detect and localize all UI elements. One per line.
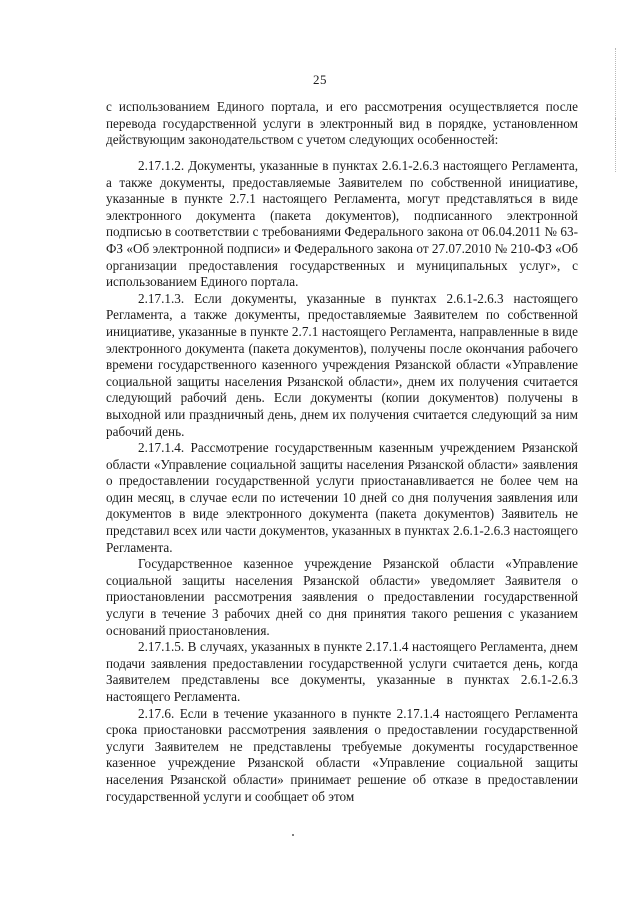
scan-edge-marks-lower xyxy=(615,118,618,172)
intro-paragraph: с использованием Единого портала, и его рассмотрения осуществляется после перевода государственной услуги в электронный вид в порядке, установленном действующим законодательством с учетом следующих особенностей: xyxy=(106,99,578,148)
paragraph-2-17-1-5: 2.17.1.5. В случаях, указанных в пункте 2.17.1.4 настоящего Регламента, днем подачи заявления предоставлении государственной услуги считается день, когда Заявителем представлены все документы, указанные в пунктах 2.6.1-2.6.3 настоящего Регламента. xyxy=(106,639,578,704)
page-number: 25 xyxy=(313,72,327,87)
scan-speck xyxy=(292,834,294,836)
paragraph-notification: Государственное казенное учреждение Рязанской области «Управление социальной защиты населения Рязанской области» уведомляет Заявителя о приостановлении рассмотрения заявления о предоставлении государственной услуги в течение 3 рабочих дней со дня принятия такого решения с указанием оснований приостановления. xyxy=(106,556,578,638)
body-text xyxy=(106,158,578,805)
paragraph-2-17-1-4: 2.17.1.4. Рассмотрение государственным казенным учреждением Рязанской области «Управление социальной защиты населения Рязанской области» заявления о предоставлении государственной услуги приостанавливается не более чем на один месяц, в случае если по истечении 10 дней со дня получения заявления или документов в виде электронного документа (пакета документов) Заявитель не представил всех или части документов, указанных в пунктах 2.6.1-2.6.3 настоящего Регламента. xyxy=(106,440,578,555)
paragraph-2-17-1-2: 2.17.1.2. Документы, указанные в пунктах 2.6.1-2.6.3 настоящего Регламента, а также документы, предоставляемые Заявителем по собственной инициативе, указанные в пункте 2.7.1 настоящего Регламента, могут представляться в виде электронного документа (пакета документов), подписанного электронной подписью в соответствии с требованиями Федерального закона от 06.04.2011 № 63-ФЗ «Об электронной подписи» и Федерального закона от 27.07.2010 № 210-ФЗ «Об организации предоставления государственных и муниципальных услуг», с использованием Единого портала. xyxy=(106,158,578,290)
paragraph-2-17-1-3: 2.17.1.3. Если документы, указанные в пунктах 2.6.1-2.6.3 настоящего Регламента, а также документы, предоставляемые Заявителем по собственной инициативе, указанные в пункте 2.7.1 настоящего Регламента, направленные в виде электронного документа (пакета документов), получены после окончания рабочего времени государственного казенного учреждения Рязанской области «Управление социальной защиты населения Рязанской области», днем их получения считается следующий рабочий день. Если документы (копии документов) получены в выходной или праздничный день, днем их получения считается следующий за ним рабочий день. xyxy=(106,290,578,439)
paragraph-2-17-6: 2.17.6. Если в течение указанного в пункте 2.17.1.4 настоящего Регламента срока приостановки рассмотрения заявления о предоставлении государственной услуги Заявителем не представлены требуемые документы государственное казенное учреждение Рязанской области «Управление социальной защиты населения Рязанской области» принимает решение об отказе в предоставлении государственной услуги и сообщает об этом xyxy=(106,705,578,804)
